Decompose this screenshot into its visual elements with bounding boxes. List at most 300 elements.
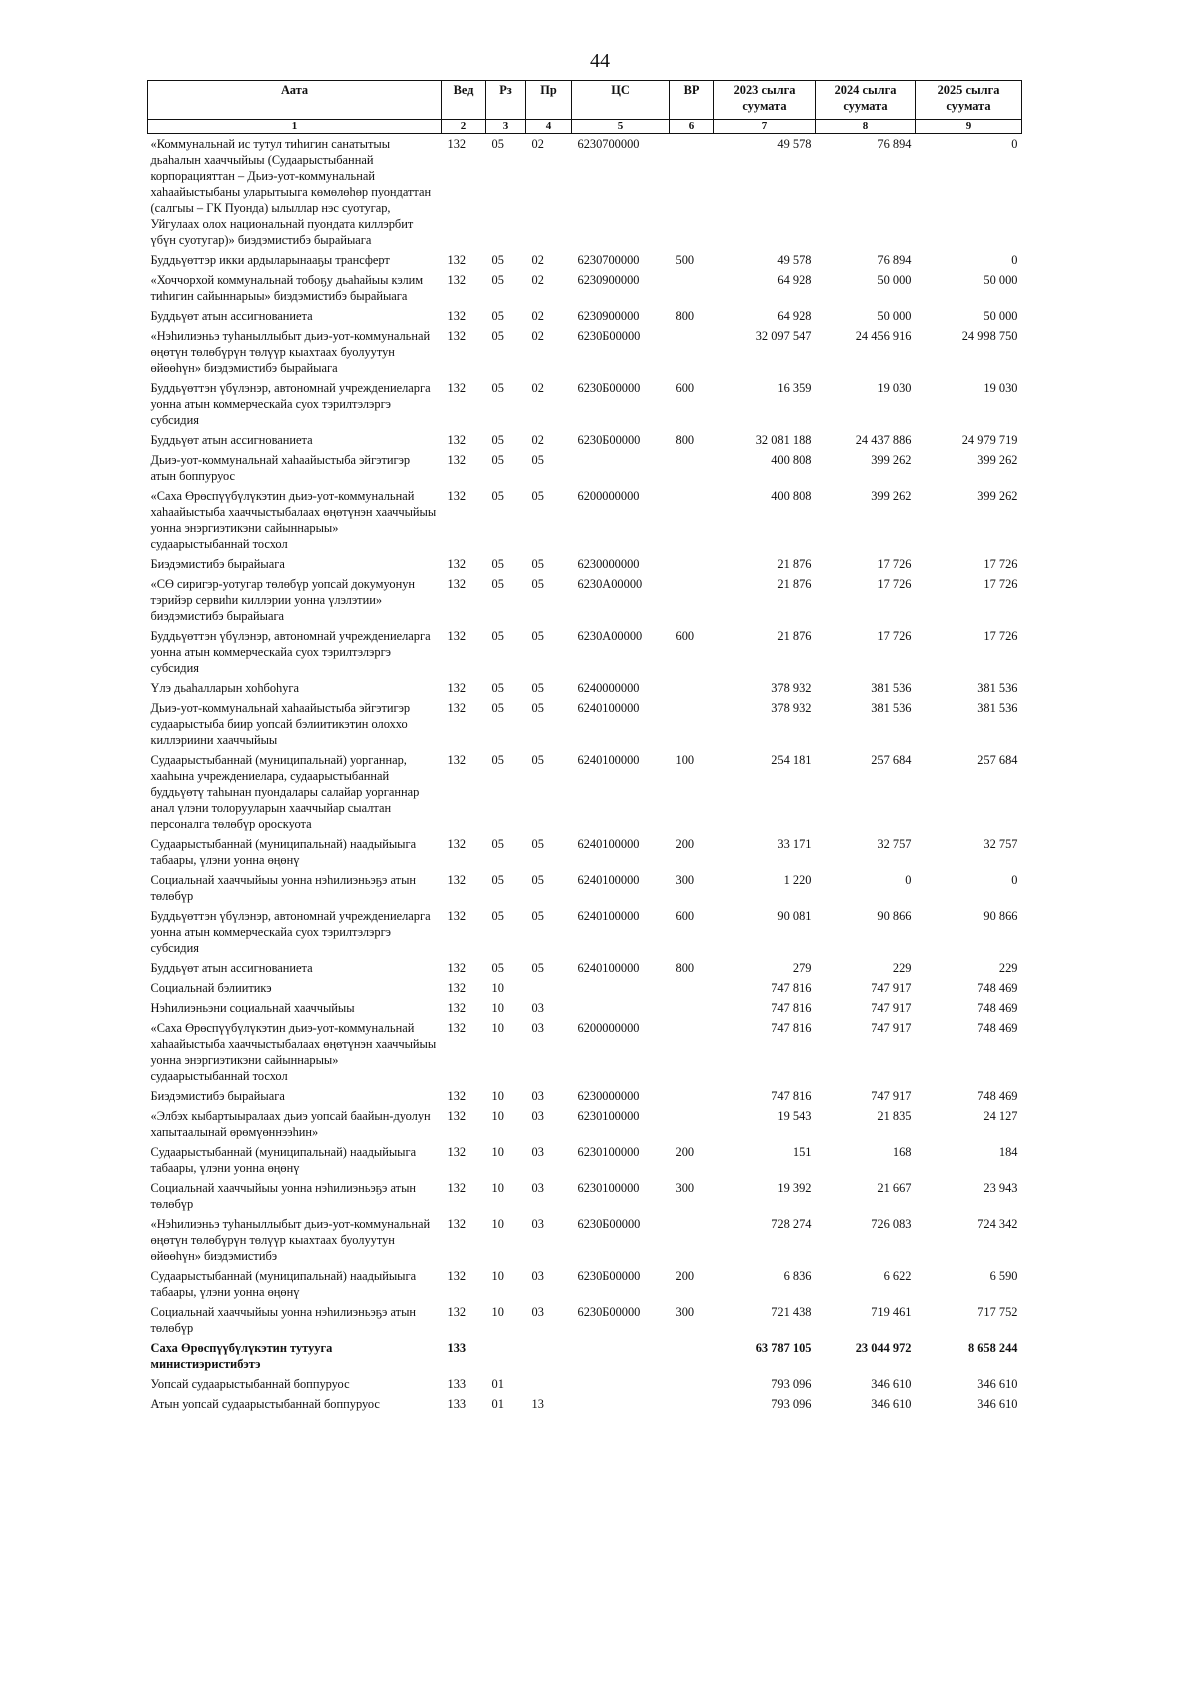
table-row	[148, 750, 1022, 834]
row-ved: 132	[447, 1305, 467, 1319]
column-number: 2	[442, 120, 486, 134]
row-vr: 200	[675, 1145, 695, 1159]
row-cs	[572, 1374, 670, 1394]
row-name: Судаарыстыбаннай (муниципальнай) наадыйыыга табаары, үлэни уонна өңөнү	[150, 837, 417, 867]
row-rz: 10	[491, 1089, 504, 1103]
row-pr: 13	[531, 1397, 544, 1411]
row-rz: 05	[491, 681, 504, 695]
row-ved: 132	[447, 273, 467, 287]
table-row	[148, 486, 1022, 554]
row-rz: 05	[491, 489, 504, 503]
table-row	[148, 1266, 1022, 1302]
row-cs: 6230Б00000	[577, 1305, 641, 1319]
row-ved: 132	[447, 753, 467, 767]
row-value-2025: 17 726	[983, 557, 1018, 571]
row-value-2025: 19 030	[983, 381, 1018, 395]
row-rz: 10	[491, 1269, 504, 1283]
row-value-2025: 381 536	[977, 681, 1018, 695]
row-value-2025: 748 469	[977, 1021, 1018, 1035]
row-pr: 02	[531, 381, 544, 395]
row-ved: 132	[447, 309, 467, 323]
row-vr	[670, 698, 714, 750]
row-rz: 05	[491, 433, 504, 447]
row-vr	[670, 978, 714, 998]
column-header: Вед	[442, 81, 486, 120]
row-pr	[526, 1338, 572, 1374]
row-value-2025: 6 590	[989, 1269, 1018, 1283]
column-number: 8	[816, 120, 916, 134]
row-value-2025: 0	[1011, 253, 1018, 267]
row-value-2023: 793 096	[771, 1377, 812, 1391]
table-row	[148, 1106, 1022, 1142]
row-vr	[670, 574, 714, 626]
table-row	[148, 574, 1022, 626]
column-number: 9	[916, 120, 1022, 134]
row-cs: 6240100000	[577, 873, 640, 887]
row-pr: 02	[531, 253, 544, 267]
row-value-2025: 346 610	[977, 1377, 1018, 1391]
row-value-2025: 381 536	[977, 701, 1018, 715]
row-name: «Саха Өрөспүүбүлүкэтин дьиэ-уот-коммунальнай хаһаайыстыба хааччыстыбалаах өңөтүнэн хааччыйыы уонна энэргиэтикэни сайыннарыы» судаарыстыбаннай тосхол	[150, 1021, 437, 1083]
row-cs	[572, 1394, 670, 1414]
row-rz: 05	[491, 629, 504, 643]
column-header: 2023 сылга суумата	[714, 81, 816, 120]
row-vr	[670, 134, 714, 251]
row-value-2025: 24 979 719	[961, 433, 1018, 447]
row-ved: 132	[447, 837, 467, 851]
row-vr: 100	[675, 753, 695, 767]
row-ved: 132	[447, 701, 467, 715]
row-rz: 05	[491, 961, 504, 975]
table-row	[148, 834, 1022, 870]
row-name: Дьиэ-уот-коммунальнай хаһаайыстыба эйгэтигэр судаарыстыба биир уопсай бэлиитикэтин олоххо киллэриини хааччыйыы	[150, 701, 411, 747]
row-ved: 133	[447, 1377, 467, 1391]
row-value-2025: 399 262	[977, 489, 1018, 503]
row-value-2023: 21 876	[777, 557, 812, 571]
row-rz: 05	[491, 329, 504, 343]
row-cs: 6240100000	[577, 961, 640, 975]
row-name: Буддьүөт атын ассигнованиета	[150, 961, 313, 975]
column-header: Аата	[148, 81, 442, 120]
row-vr	[670, 1214, 714, 1266]
row-vr: 200	[675, 837, 695, 851]
row-name: «Нэһилиэньэ туһаныллыбыт дьиэ-уот-коммунальнай өңөтүн төлөбүрүн төлүүр кыахтаах буолуутун өйөөһүн» биэдэмистибэ бырайыага	[150, 329, 431, 375]
row-name: «Нэһилиэньэ туһаныллыбыт дьиэ-уот-коммунальнай өңөтүн төлөбүрүн төлүүр кыахтаах буолуутун өйөөһүн» биэдэмистибэ	[150, 1217, 431, 1263]
table-row	[148, 430, 1022, 450]
row-vr: 800	[675, 309, 695, 323]
row-pr: 05	[531, 961, 544, 975]
row-value-2024: 17 726	[877, 557, 912, 571]
row-name: Социальнай хааччыйыы уонна нэһилиэньэҕэ атын төлөбүр	[150, 1305, 417, 1335]
table-body	[148, 134, 1022, 1415]
column-number: 1	[148, 120, 442, 134]
row-pr: 03	[531, 1269, 544, 1283]
row-value-2023: 378 932	[771, 681, 812, 695]
row-rz: 05	[491, 381, 504, 395]
row-value-2024: 90 866	[877, 909, 912, 923]
row-value-2023: 19 543	[777, 1109, 812, 1123]
column-number-row	[148, 120, 1022, 134]
row-rz: 05	[491, 557, 504, 571]
column-header: 2025 сылга суумата	[916, 81, 1022, 120]
table-row	[148, 554, 1022, 574]
row-pr: 03	[531, 1217, 544, 1231]
row-vr: 800	[675, 433, 695, 447]
table-row	[148, 378, 1022, 430]
row-value-2025: 8 658 244	[967, 1341, 1018, 1355]
row-cs: 6230100000	[577, 1109, 640, 1123]
row-name: Уопсай судаарыстыбаннай боппуруос	[150, 1377, 350, 1391]
row-value-2024: 346 610	[871, 1397, 912, 1411]
row-ved: 132	[447, 557, 467, 571]
row-rz: 05	[491, 453, 504, 467]
row-value-2024: 257 684	[871, 753, 912, 767]
row-value-2023: 400 808	[771, 489, 812, 503]
row-value-2023: 747 816	[771, 1089, 812, 1103]
row-cs: 6240100000	[577, 909, 640, 923]
row-vr: 800	[675, 961, 695, 975]
row-value-2023: 33 171	[777, 837, 812, 851]
row-rz: 10	[491, 1217, 504, 1231]
row-value-2024: 168	[892, 1145, 912, 1159]
row-value-2025: 346 610	[977, 1397, 1018, 1411]
row-value-2024: 50 000	[877, 273, 912, 287]
row-value-2025: 0	[1011, 873, 1018, 887]
table-row	[148, 698, 1022, 750]
row-value-2025: 748 469	[977, 1089, 1018, 1103]
row-ved: 132	[447, 137, 467, 151]
row-vr	[670, 1018, 714, 1086]
row-cs: 6230Б00000	[577, 329, 641, 343]
row-rz: 01	[491, 1377, 504, 1391]
row-value-2025: 50 000	[983, 273, 1018, 287]
row-value-2024: 6 622	[883, 1269, 912, 1283]
row-pr: 02	[531, 329, 544, 343]
row-cs: 6230700000	[577, 253, 640, 267]
row-pr: 03	[531, 1001, 544, 1015]
row-vr	[670, 1106, 714, 1142]
row-cs: 6230000000	[577, 1089, 640, 1103]
row-cs: 6230А00000	[577, 629, 643, 643]
row-value-2024: 50 000	[877, 309, 912, 323]
row-pr: 03	[531, 1089, 544, 1103]
row-rz: 10	[491, 1109, 504, 1123]
row-value-2024: 24 456 916	[855, 329, 912, 343]
row-value-2024: 747 917	[871, 981, 912, 995]
row-value-2023: 16 359	[777, 381, 812, 395]
row-ved: 132	[447, 433, 467, 447]
row-value-2023: 21 876	[777, 577, 812, 591]
row-value-2025: 724 342	[977, 1217, 1018, 1231]
row-value-2025: 0	[1011, 137, 1018, 151]
table-row	[148, 306, 1022, 326]
row-ved: 132	[447, 329, 467, 343]
row-cs: 6240100000	[577, 701, 640, 715]
column-number: 3	[486, 120, 526, 134]
row-value-2025: 23 943	[983, 1181, 1018, 1195]
table-row	[148, 1338, 1022, 1374]
row-vr	[670, 326, 714, 378]
row-cs: 6240100000	[577, 837, 640, 851]
row-cs: 6230100000	[577, 1181, 640, 1195]
row-pr: 05	[531, 873, 544, 887]
row-value-2023: 19 392	[777, 1181, 812, 1195]
column-header: 2024 сылга суумата	[816, 81, 916, 120]
row-rz: 10	[491, 1181, 504, 1195]
table-row	[148, 134, 1022, 251]
row-pr: 05	[531, 557, 544, 571]
row-rz: 10	[491, 1001, 504, 1015]
row-name: Судаарыстыбаннай (муниципальнай) уорганнар, хааһына учреждениелара, судаарыстыбаннай буддьүөтү таһынан пуондалары салайар уорганнар анал үлэни толорууларын хааччыйар сыалтан персоналга төлөбүр ороскуота	[150, 753, 420, 831]
row-cs	[572, 978, 670, 998]
row-value-2024: 17 726	[877, 577, 912, 591]
row-ved: 132	[447, 453, 467, 467]
row-rz: 05	[491, 873, 504, 887]
row-vr: 300	[675, 1305, 695, 1319]
row-rz: 05	[491, 253, 504, 267]
row-value-2024: 24 437 886	[855, 433, 912, 447]
row-value-2024: 19 030	[877, 381, 912, 395]
row-pr: 05	[531, 837, 544, 851]
row-ved: 132	[447, 873, 467, 887]
row-name: Буддьүөттэр икки ардыларынааҕы трансферт	[150, 253, 390, 267]
row-ved: 132	[447, 1109, 467, 1123]
row-value-2025: 24 998 750	[961, 329, 1018, 343]
row-value-2024: 346 610	[871, 1377, 912, 1391]
row-cs: 6230А00000	[577, 577, 643, 591]
row-pr: 05	[531, 909, 544, 923]
row-name: Буддьүөт атын ассигнованиета	[150, 433, 313, 447]
row-name: Биэдэмистибэ бырайыага	[150, 557, 285, 571]
table-row	[148, 1374, 1022, 1394]
row-value-2023: 90 081	[777, 909, 812, 923]
table-row	[148, 270, 1022, 306]
row-vr: 500	[675, 253, 695, 267]
row-value-2025: 90 866	[983, 909, 1018, 923]
row-name: Дьиэ-уот-коммунальнай хаһаайыстыба эйгэтигэр атын боппуруос	[150, 453, 411, 483]
row-vr	[670, 554, 714, 574]
row-ved: 132	[447, 1089, 467, 1103]
row-pr: 02	[531, 433, 544, 447]
row-vr	[670, 1338, 714, 1374]
row-ved: 132	[447, 1217, 467, 1231]
row-pr: 03	[531, 1021, 544, 1035]
row-pr: 05	[531, 629, 544, 643]
row-name: Социальнай хааччыйыы уонна нэһилиэньэҕэ атын төлөбүр	[150, 1181, 417, 1211]
row-value-2023: 64 928	[777, 309, 812, 323]
row-name: Нэһилиэньэни социальнай хааччыйыы	[150, 1001, 355, 1015]
row-vr	[670, 450, 714, 486]
row-value-2025: 32 757	[983, 837, 1018, 851]
row-cs: 6230900000	[577, 273, 640, 287]
row-value-2024: 229	[892, 961, 912, 975]
row-rz: 05	[491, 909, 504, 923]
row-value-2023: 793 096	[771, 1397, 812, 1411]
row-vr	[670, 1086, 714, 1106]
row-vr: 600	[675, 909, 695, 923]
table-row	[148, 1178, 1022, 1214]
row-cs: 6230000000	[577, 557, 640, 571]
row-name: «Элбэх кыбартыыралаах дьиэ уопсай баайын-дуолун хапытаалынай өрөмүөннээһин»	[150, 1109, 431, 1139]
row-name: Буддьүөттэн үбүлэнэр, автономнай учреждениеларга уонна атын коммерческайа суох тэрилтэлэргэ субсидия	[150, 909, 431, 955]
row-value-2023: 279	[792, 961, 812, 975]
row-value-2023: 721 438	[771, 1305, 812, 1319]
row-name: «СӨ сиригэр-уотугар төлөбүр уопсай докумуонун тэрийэр сервиһи киллэрии уонна үлэлэтии» биэдэмистибэ бырайыага	[150, 577, 416, 623]
row-name: Атын уопсай судаарыстыбаннай боппуруос	[150, 1397, 380, 1411]
column-header: ВР	[670, 81, 714, 120]
row-value-2025: 17 726	[983, 629, 1018, 643]
table-row	[148, 1394, 1022, 1414]
row-rz: 05	[491, 753, 504, 767]
table-header-row	[148, 81, 1022, 120]
row-value-2023: 254 181	[771, 753, 812, 767]
row-pr	[526, 1374, 572, 1394]
row-pr: 05	[531, 453, 544, 467]
row-ved: 132	[447, 1269, 467, 1283]
row-value-2023: 1 220	[783, 873, 812, 887]
row-ved: 132	[447, 489, 467, 503]
row-value-2024: 76 894	[877, 137, 912, 151]
row-value-2023: 747 816	[771, 1021, 812, 1035]
row-rz: 10	[491, 1145, 504, 1159]
row-value-2023: 64 928	[777, 273, 812, 287]
row-value-2024: 21 667	[877, 1181, 912, 1195]
row-ved: 132	[447, 577, 467, 591]
row-pr: 02	[531, 309, 544, 323]
table-row	[148, 998, 1022, 1018]
page-number: 44	[590, 50, 610, 72]
row-ved: 132	[447, 253, 467, 267]
row-ved: 132	[447, 629, 467, 643]
row-cs: 6230100000	[577, 1145, 640, 1159]
row-pr: 05	[531, 701, 544, 715]
row-rz: 10	[491, 1305, 504, 1319]
row-value-2024: 0	[905, 873, 912, 887]
row-value-2024: 21 835	[877, 1109, 912, 1123]
table-row	[148, 906, 1022, 958]
row-value-2025: 717 752	[977, 1305, 1018, 1319]
row-value-2024: 747 917	[871, 1089, 912, 1103]
column-header: Рз	[486, 81, 526, 120]
row-cs: 6200000000	[577, 489, 640, 503]
row-value-2024: 399 262	[871, 489, 912, 503]
row-cs: 6200000000	[577, 1021, 640, 1035]
row-name: Социальнай хааччыйыы уонна нэһилиэньэҕэ атын төлөбүр	[150, 873, 417, 903]
table-row	[148, 626, 1022, 678]
row-cs: 6230Б00000	[577, 1217, 641, 1231]
row-rz: 10	[491, 1021, 504, 1035]
row-value-2023: 32 081 188	[755, 433, 812, 447]
row-value-2025: 184	[998, 1145, 1018, 1159]
row-value-2024: 747 917	[871, 1021, 912, 1035]
row-value-2025: 399 262	[977, 453, 1018, 467]
row-pr: 03	[531, 1181, 544, 1195]
row-vr	[670, 998, 714, 1018]
column-header: ЦС	[572, 81, 670, 120]
row-value-2024: 381 536	[871, 701, 912, 715]
row-pr: 03	[531, 1145, 544, 1159]
row-ved: 132	[447, 381, 467, 395]
row-value-2025: 229	[998, 961, 1018, 975]
row-cs	[572, 450, 670, 486]
row-name: Социальнай бэлиитикэ	[150, 981, 272, 995]
row-value-2023: 49 578	[777, 137, 812, 151]
row-value-2025: 24 127	[983, 1109, 1018, 1123]
table-row	[148, 250, 1022, 270]
row-vr: 600	[675, 629, 695, 643]
column-number: 4	[526, 120, 572, 134]
row-value-2024: 23 044 972	[855, 1341, 912, 1355]
row-value-2023: 6 836	[783, 1269, 812, 1283]
row-ved: 132	[447, 981, 467, 995]
table-row	[148, 450, 1022, 486]
row-vr	[670, 1394, 714, 1414]
budget-table	[147, 80, 1022, 1414]
row-cs: 6240000000	[577, 681, 640, 695]
row-vr: 300	[675, 1181, 695, 1195]
table-row	[148, 1018, 1022, 1086]
row-ved: 132	[447, 1001, 467, 1015]
row-vr	[670, 678, 714, 698]
column-number: 5	[572, 120, 670, 134]
row-pr	[526, 978, 572, 998]
row-value-2024: 726 083	[871, 1217, 912, 1231]
row-value-2023: 378 932	[771, 701, 812, 715]
row-value-2025: 17 726	[983, 577, 1018, 591]
row-value-2023: 747 816	[771, 981, 812, 995]
row-cs	[572, 998, 670, 1018]
row-cs	[572, 1338, 670, 1374]
table-row	[148, 1142, 1022, 1178]
row-value-2025: 748 469	[977, 1001, 1018, 1015]
row-value-2023: 400 808	[771, 453, 812, 467]
row-cs: 6230700000	[577, 137, 640, 151]
row-rz: 10	[491, 981, 504, 995]
row-ved: 132	[447, 1021, 467, 1035]
row-ved: 132	[447, 909, 467, 923]
row-pr: 05	[531, 753, 544, 767]
row-ved: 132	[447, 681, 467, 695]
table-row	[148, 678, 1022, 698]
row-name: Буддьүөттэн үбүлэнэр, автономнай учреждениеларга уонна атын коммерческайа суох тэрилтэлэргэ субсидия	[150, 629, 431, 675]
row-value-2025: 257 684	[977, 753, 1018, 767]
row-cs: 6240100000	[577, 753, 640, 767]
row-ved: 132	[447, 1181, 467, 1195]
row-value-2023: 151	[792, 1145, 812, 1159]
row-value-2025: 748 469	[977, 981, 1018, 995]
column-number: 7	[714, 120, 816, 134]
table-row	[148, 1214, 1022, 1266]
row-pr: 03	[531, 1305, 544, 1319]
row-ved: 132	[447, 961, 467, 975]
row-vr: 600	[675, 381, 695, 395]
table-row	[148, 1302, 1022, 1338]
row-value-2024: 17 726	[877, 629, 912, 643]
row-rz	[486, 1338, 526, 1374]
row-rz: 05	[491, 309, 504, 323]
row-rz: 05	[491, 577, 504, 591]
row-rz: 05	[491, 837, 504, 851]
row-rz: 05	[491, 273, 504, 287]
row-pr: 05	[531, 489, 544, 503]
row-name: Саха Өрөспүүбүлүкэтин тутууга министиэристибэтэ	[150, 1341, 333, 1371]
row-rz: 05	[491, 701, 504, 715]
row-pr: 02	[531, 273, 544, 287]
row-value-2024: 381 536	[871, 681, 912, 695]
row-name: «Хоччорхой коммунальнай тобоҕу дьаһайыы кэлим тиһигин сайыннарыы» биэдэмистибэ бырайыага	[150, 273, 424, 303]
row-value-2024: 32 757	[877, 837, 912, 851]
row-value-2023: 747 816	[771, 1001, 812, 1015]
